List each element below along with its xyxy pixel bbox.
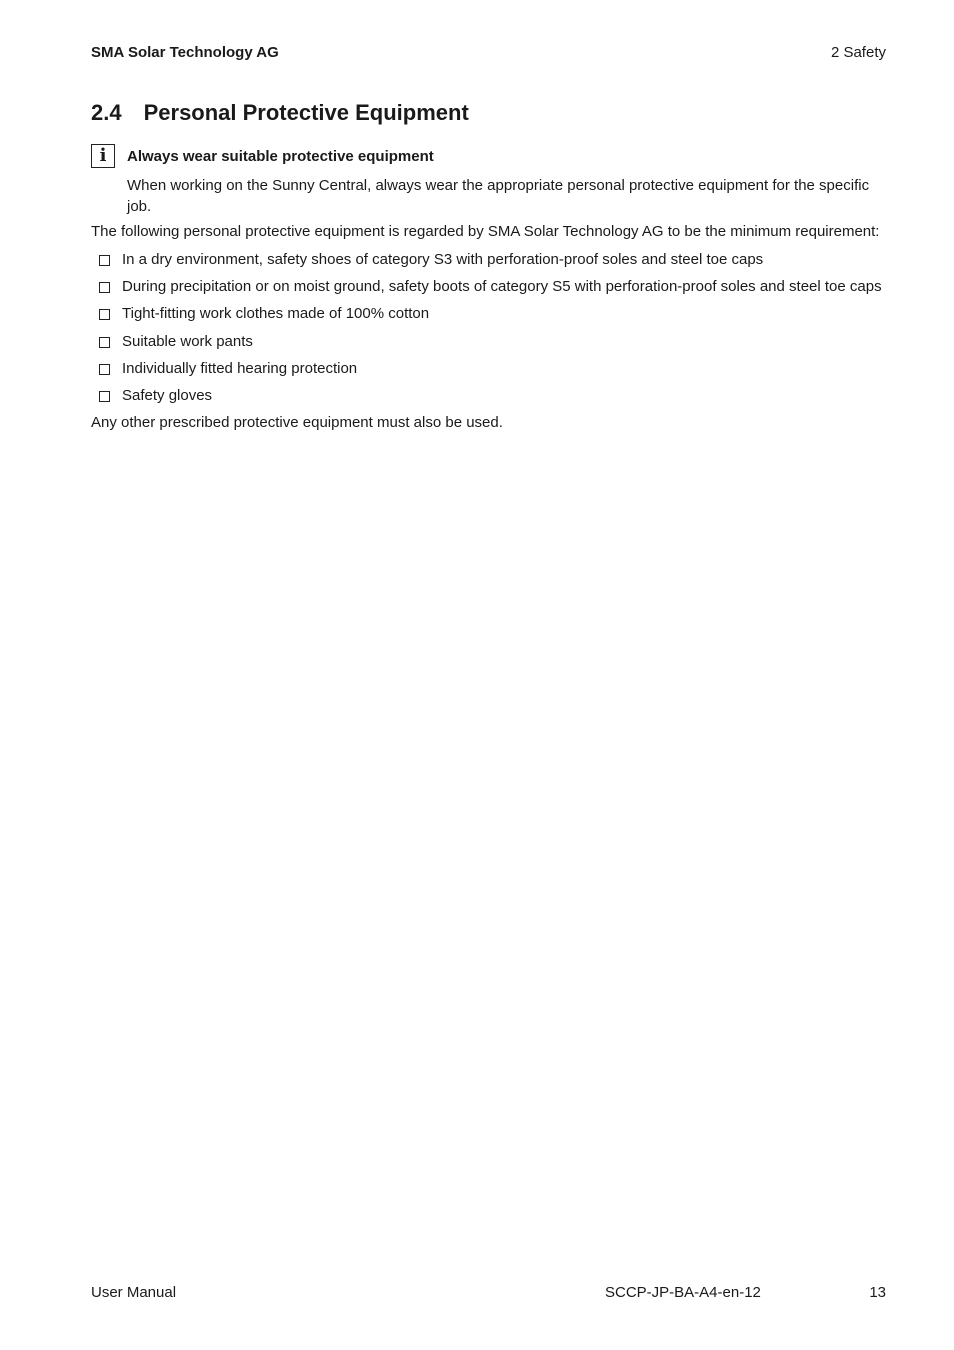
list-item-text: Individually fitted hearing protection (122, 359, 358, 377)
list-item-text: During precipitation or on moist ground, safety boots of category S5 with perforation-proof soles and steel toe caps (122, 278, 882, 296)
footer-manual: User Manual (91, 1284, 177, 1301)
note-text: When working on the Sunny Central, always wear the appropriate personal protective equipment for the specific job. (127, 177, 870, 215)
list-item-text: Tight-fitting work clothes made of 100% cotton (122, 305, 430, 323)
section-title: Personal Protective Equipment (143, 100, 469, 125)
list-item (99, 278, 882, 305)
list-item (99, 360, 882, 387)
footer-doc-id: SCCP-JP-BA-A4-en-12 (605, 1284, 761, 1301)
checkbox-icon (99, 282, 110, 293)
checkbox-icon (99, 337, 110, 348)
section-number: 2.4 (91, 100, 122, 125)
list-item-text: In a dry environment, safety shoes of category S3 with perforation-proof soles and steel toe caps (122, 251, 764, 268)
list-item (99, 387, 882, 414)
list-item-text: Safety gloves (122, 386, 213, 404)
list-item (99, 251, 882, 278)
checkbox-icon (99, 364, 110, 375)
list-item (99, 333, 882, 360)
checkbox-icon (99, 255, 110, 266)
list-item-text: Suitable work pants (122, 332, 253, 350)
equipment-list (99, 251, 882, 414)
checkbox-icon (99, 309, 110, 320)
list-item (99, 305, 882, 332)
note-title: Always wear suitable protective equipment (127, 148, 434, 165)
header-chapter: 2 Safety (830, 44, 886, 61)
closing-paragraph: Any other prescribed protective equipment must also be used. (91, 414, 503, 431)
info-icon: i (91, 144, 115, 168)
page-number: 13 (869, 1284, 886, 1301)
header-company: SMA Solar Technology AG (91, 44, 279, 61)
checkbox-icon (99, 391, 110, 402)
intro-paragraph: The following personal protective equipment is regarded by SMA Solar Technology AG to be the minimum requirement: (91, 223, 880, 240)
section-heading (91, 100, 469, 126)
